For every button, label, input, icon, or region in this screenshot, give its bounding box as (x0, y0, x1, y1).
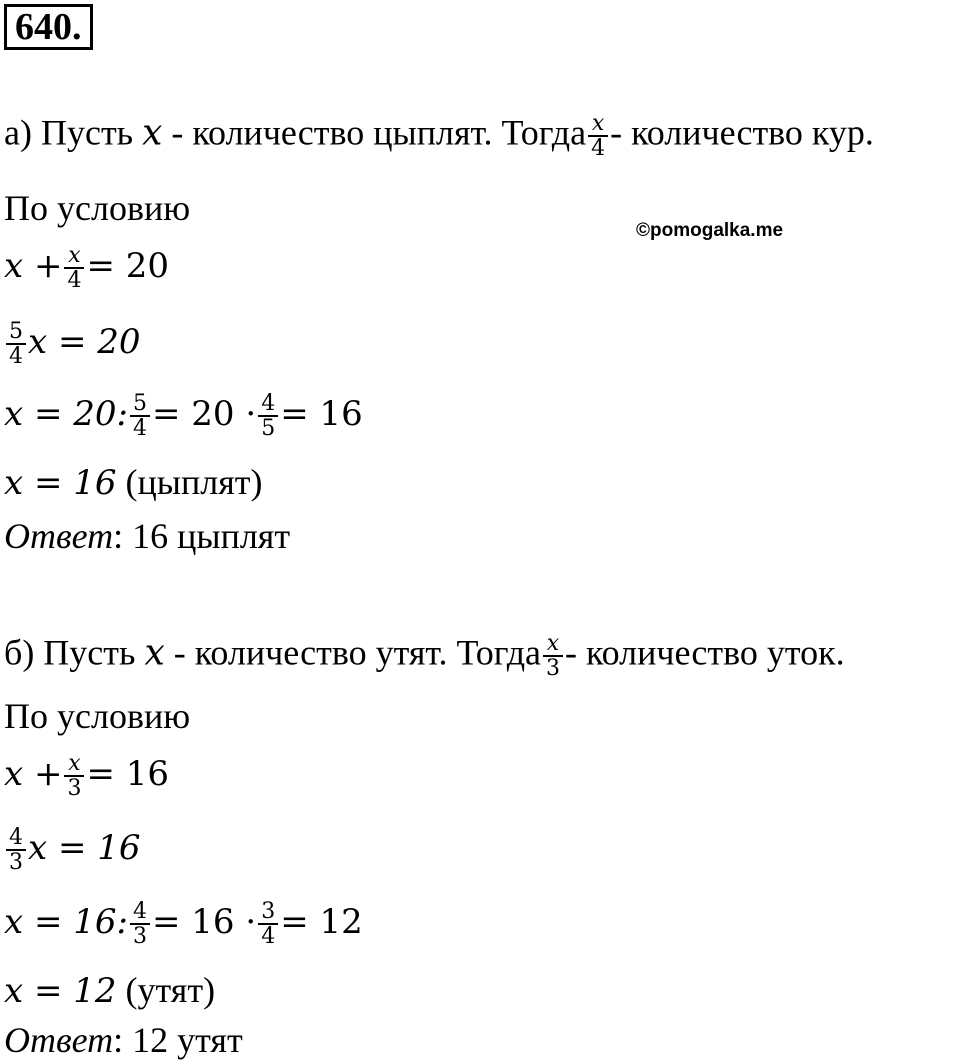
answer-label: Ответ (4, 516, 114, 556)
fraction-denominator: 4 (133, 416, 147, 442)
part-b-answer (4, 1022, 243, 1058)
fraction-numerator: 4 (130, 900, 150, 925)
part-b-condition: По условию (4, 696, 191, 736)
equation-right: = 12 (280, 902, 363, 943)
fraction-numerator: 4 (258, 392, 278, 417)
answer-text: : 12 утят (113, 1020, 243, 1060)
part-b-equation-1 (4, 752, 169, 800)
equation-right: = 20 (86, 246, 170, 287)
problem-number: 640. (4, 4, 93, 50)
fraction-denominator: 3 (546, 656, 560, 682)
fraction-denominator: 4 (261, 924, 276, 950)
part-a-variable: x (142, 112, 163, 154)
part-b-intro-suffix: - количество уток. (565, 632, 845, 673)
part-a-equation-3 (4, 392, 363, 440)
equation-fraction-2 (258, 900, 278, 948)
equation-right: x = 20 (28, 322, 141, 363)
equation-mid: = 20 · (152, 394, 257, 435)
part-a-intro (4, 112, 874, 160)
equation-fraction (64, 244, 84, 292)
part-b-intro (4, 632, 845, 680)
part-a-condition: По условию (4, 188, 191, 228)
fraction-denominator: 4 (67, 268, 82, 294)
answer-label: Ответ (4, 1020, 114, 1060)
fraction-denominator: 5 (261, 416, 276, 442)
part-a-equation-1 (4, 244, 169, 292)
part-b-equation-3 (4, 900, 363, 948)
equation-fraction (6, 320, 26, 368)
fraction-numerator: 5 (6, 320, 26, 345)
equation-mid: = 16 · (152, 902, 257, 943)
equation-fraction-2 (258, 392, 278, 440)
fraction-numerator: x (64, 244, 84, 269)
equation-fraction (64, 752, 84, 800)
equation-fraction-1 (130, 392, 150, 440)
fraction-denominator: 4 (591, 136, 606, 162)
equation-left: x + (4, 754, 63, 795)
part-a-intro-fraction (588, 112, 608, 160)
equation-fraction-1 (130, 900, 150, 948)
fraction-denominator: 3 (9, 850, 23, 876)
fraction-numerator: x (588, 112, 608, 137)
part-a-equation-4 (4, 462, 263, 503)
part-a-equation-2 (4, 320, 141, 368)
part-a-intro-prefix: а) Пусть (4, 112, 134, 153)
part-b-intro-mid: - количество утят. Тогда (173, 632, 541, 673)
part-b-intro-prefix: б) Пусть (4, 632, 136, 673)
part-b-equation-2 (4, 826, 141, 874)
equation-right: = 16 (86, 754, 170, 795)
fraction-numerator: x (543, 632, 563, 657)
part-a-intro-mid: - количество цыплят. Тогда (171, 112, 587, 153)
watermark: ©pomogalka.me (636, 220, 784, 241)
fraction-numerator: 3 (258, 900, 278, 925)
equation-right: = 16 (280, 394, 363, 435)
part-b-equation-4 (4, 970, 216, 1011)
equation-text: (цыплят) (125, 462, 263, 502)
equation-left: x = 20: (4, 394, 128, 435)
fraction-denominator: 4 (9, 344, 23, 370)
answer-text: : 16 цыплят (113, 516, 291, 556)
fraction-numerator: 5 (130, 392, 150, 417)
equation-left: x + (4, 246, 63, 287)
equation-math: x = 16 (4, 463, 117, 503)
part-a-answer (4, 518, 290, 554)
equation-right: x = 16 (28, 828, 141, 869)
part-b-intro-fraction (543, 632, 563, 680)
fraction-numerator: 4 (6, 826, 26, 851)
equation-math: x = 12 (4, 971, 117, 1011)
equation-fraction (6, 826, 26, 874)
part-a-intro-suffix: - количество кур. (610, 112, 874, 153)
part-b-variable: x (144, 632, 165, 674)
fraction-numerator: x (64, 752, 84, 777)
fraction-denominator: 3 (133, 924, 147, 950)
equation-text: (утят) (125, 970, 216, 1010)
equation-left: x = 16: (4, 902, 128, 943)
fraction-denominator: 3 (67, 776, 82, 802)
